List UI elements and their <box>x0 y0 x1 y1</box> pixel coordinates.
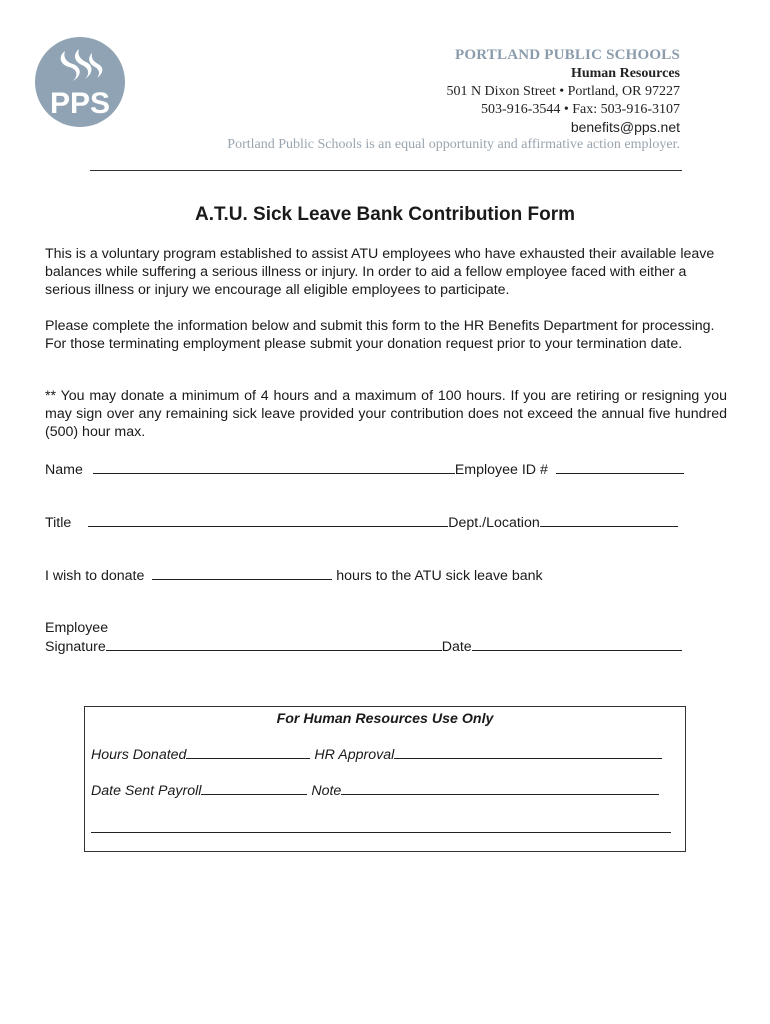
date-label: Date <box>441 639 472 655</box>
dept-location-field[interactable] <box>540 513 678 527</box>
hr-approval-field[interactable] <box>394 745 662 759</box>
name-row <box>45 460 684 478</box>
address: 501 N Dixon Street • Portland, OR 97227 <box>446 84 680 99</box>
pps-logo <box>35 37 125 127</box>
donate-prefix: I wish to donate <box>45 568 145 584</box>
hr-row-2 <box>91 781 659 799</box>
logo-text: PPS <box>49 87 111 120</box>
hr-row-1 <box>91 745 662 763</box>
note-continuation-field[interactable] <box>91 819 671 833</box>
name-label: Name <box>45 462 83 478</box>
note-label: Note <box>311 783 342 799</box>
donate-row <box>45 566 543 584</box>
name-field[interactable] <box>93 460 455 474</box>
title-row <box>45 513 678 531</box>
title-label: Title <box>45 515 72 531</box>
header-divider <box>90 170 682 171</box>
letterhead <box>446 47 680 135</box>
hours-donated-label: Hours Donated <box>91 747 187 763</box>
hr-approval-label: HR Approval <box>314 747 395 763</box>
donate-suffix: hours to the ATU sick leave bank <box>336 568 543 584</box>
instructions-paragraph: Please complete the information below and submit this form to the HR Benefits Department for processing. For those terminating employment please submit your donation request prior to your termination date. <box>45 318 715 352</box>
hours-donated-field[interactable] <box>186 745 310 759</box>
signature-field[interactable] <box>106 637 442 651</box>
form-title: A.T.U. Sick Leave Bank Contribution Form <box>194 204 576 225</box>
signature-label-line1: Employee <box>45 620 109 636</box>
donation-note: ** You may donate a minimum of 4 hours and a maximum of 100 hours. If you are retiring or resigning you may sign over any remaining sick leave provided your contribution does not exceed the annual five hundred (500) hour max. <box>45 388 727 440</box>
intro-paragraph: This is a voluntary program established to assist ATU employees who have exhausted their available leave balances while suffering a serious illness or injury. In order to aid a fellow employee faced with either a serious illness or injury we encourage all eligible employees to participate. <box>45 246 715 298</box>
date-sent-payroll-label: Date Sent Payroll <box>91 783 202 799</box>
hr-use-only-box <box>84 706 686 852</box>
hr-row-3 <box>91 819 671 837</box>
hr-box-title: For Human Resources Use Only <box>276 711 494 727</box>
date-sent-payroll-field[interactable] <box>201 781 307 795</box>
date-field[interactable] <box>472 637 682 651</box>
phone-fax: 503-916-3544 • Fax: 503-916-3107 <box>481 102 680 117</box>
note-field[interactable] <box>341 781 659 795</box>
employee-id-field[interactable] <box>556 460 684 474</box>
title-field[interactable] <box>88 513 448 527</box>
dept-location-label: Dept./Location <box>448 515 540 531</box>
employee-id-label: Employee ID # <box>454 462 548 478</box>
org-name: PORTLAND PUBLIC SCHOOLS <box>455 47 680 63</box>
department-name: Human Resources <box>570 66 680 81</box>
hours-field[interactable] <box>152 566 332 580</box>
eeo-statement: Portland Public Schools is an equal opportunity and affirmative action employer. <box>227 137 680 152</box>
email: benefits@pps.net <box>570 119 680 135</box>
signature-row <box>45 620 682 655</box>
signature-label-line2: Signature <box>45 639 106 655</box>
